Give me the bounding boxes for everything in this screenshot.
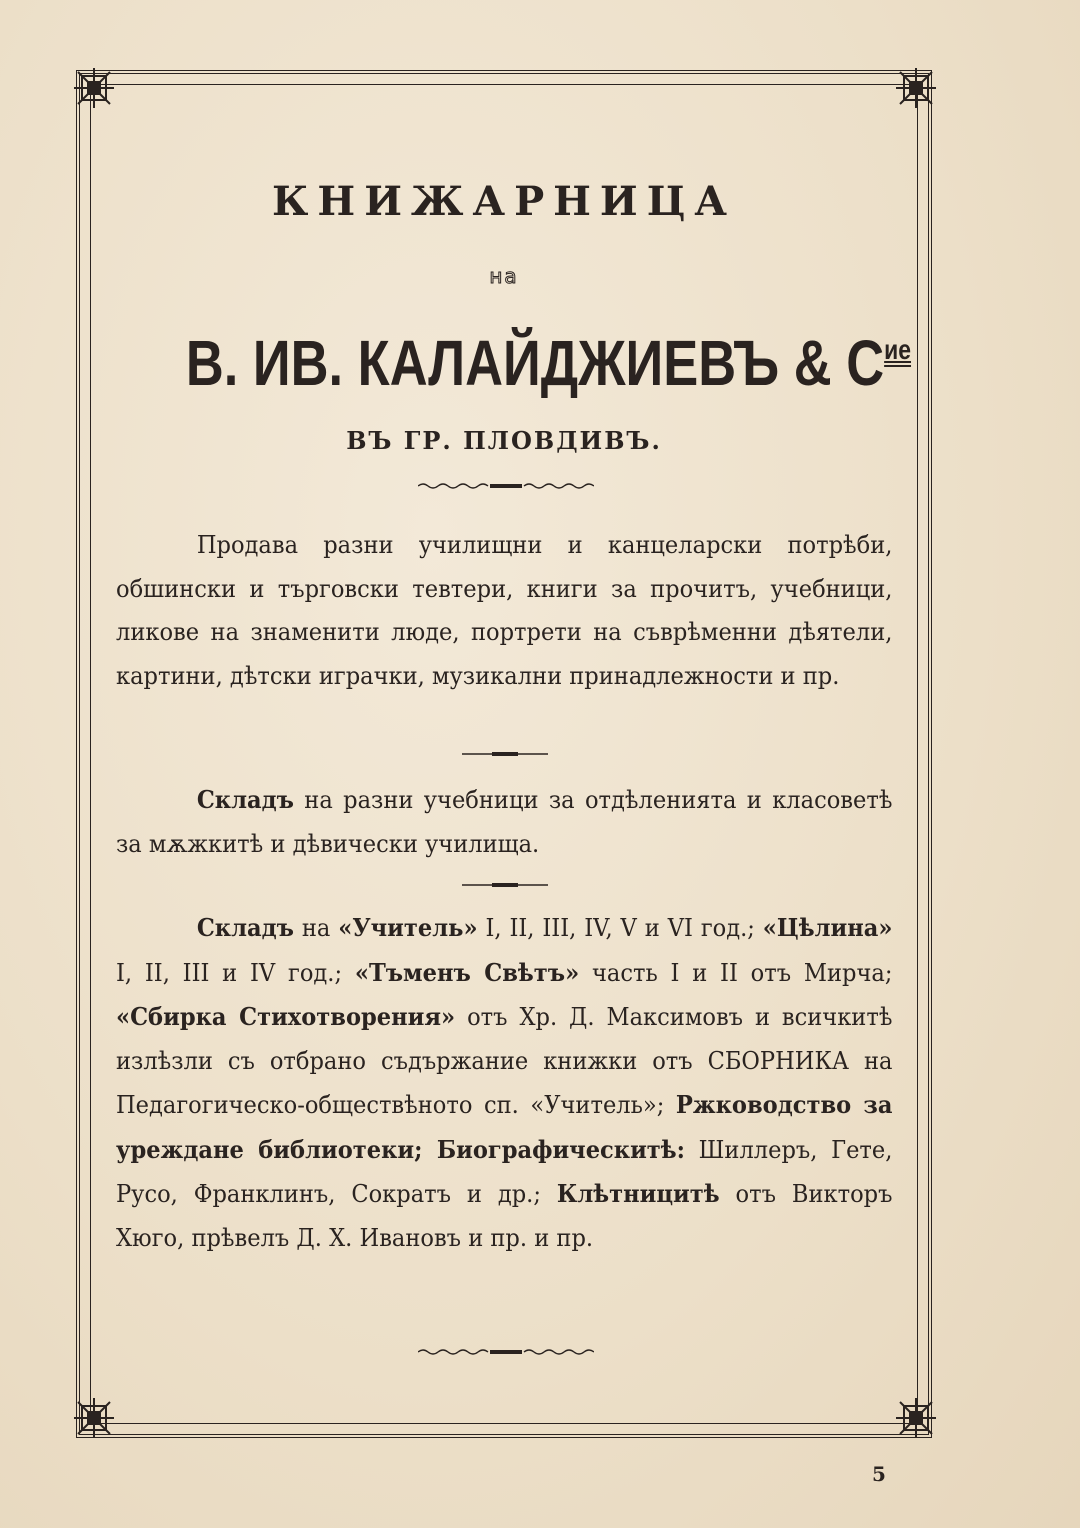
pub-t5: отъ Хр. Д. Максимовъ и всичкитѣ излѣзли съ отбрано съдържание книжки отъ СБОРНИКА на Педагогическо-обществѣното сп. «Учитель»; xyxy=(116,1003,893,1119)
pub-b1: «Учитель» xyxy=(338,913,478,942)
paragraph-products xyxy=(116,524,892,698)
dash-divider-2 xyxy=(462,880,548,890)
pub-t3: I, II, III и IV год.; xyxy=(116,958,355,987)
page-number: 5 xyxy=(872,1462,886,1486)
pub-b3: «Тъменъ Свѣтъ» xyxy=(354,957,580,987)
pub-b4: «Сбирка Стихотворения» xyxy=(116,1002,456,1031)
corner-ornament-bottom-left xyxy=(72,1396,116,1440)
wavy-divider-bottom xyxy=(418,1346,594,1358)
owner-name-text: В. ИВ. КАЛАЙДЖИЕВЪ & С xyxy=(185,327,885,399)
pub-lead: Складъ xyxy=(196,913,294,942)
pub-t4: часть I и II отъ Мирча; xyxy=(579,958,893,987)
owner-name-suffix: ие xyxy=(884,334,912,365)
pub-b2: «Цѣлина» xyxy=(762,913,893,942)
pub-t1: на xyxy=(293,914,339,942)
paragraph-publications xyxy=(116,906,892,1260)
city-line: ВЪ ГР. ПЛОВДИВЪ. xyxy=(346,426,662,455)
pub-t7: отъ Викторъ Хюго, прѣвелъ Д. Х. Ивановъ и пр. и пр. xyxy=(116,1180,893,1252)
connector-word: на xyxy=(489,264,519,288)
paragraph-textbooks-lead: Складъ xyxy=(196,785,294,814)
pub-b5: Ржководство за уреждане библиотеки; Биографическитѣ: xyxy=(116,1090,893,1164)
page-title: КНИЖАРНИЦА xyxy=(272,178,736,225)
paragraph-textbooks-text: на разни учебници за отдѣленията и класоветѣ за мѫжкитѣ и дѣвически училища. xyxy=(116,786,893,858)
pub-b6: Клѣтницитѣ xyxy=(556,1179,720,1208)
corner-ornament-top-left xyxy=(72,66,116,110)
paragraph-products-text: Продава разни училищни и канцеларски потрѣби, обшински и търговски тевтери, книги за прочитъ, учебници, ликове на знаменити люде, портрети на съврѣменни дѣятели, картини, дѣтски играчки, музикални принадлежности и пр. xyxy=(116,531,893,690)
corner-ornament-top-right xyxy=(894,66,938,110)
dash-divider-1 xyxy=(462,749,548,759)
owner-name xyxy=(185,326,912,400)
paragraph-textbooks xyxy=(116,778,892,866)
wavy-divider-top xyxy=(418,480,594,492)
pub-t6: Шиллеръ, Гете, Русо, Франклинъ, Сократъ и др.; xyxy=(116,1135,893,1208)
corner-ornament-bottom-right xyxy=(894,1396,938,1440)
pub-t2: I, II, III, IV, V и VI год.; xyxy=(477,914,763,942)
